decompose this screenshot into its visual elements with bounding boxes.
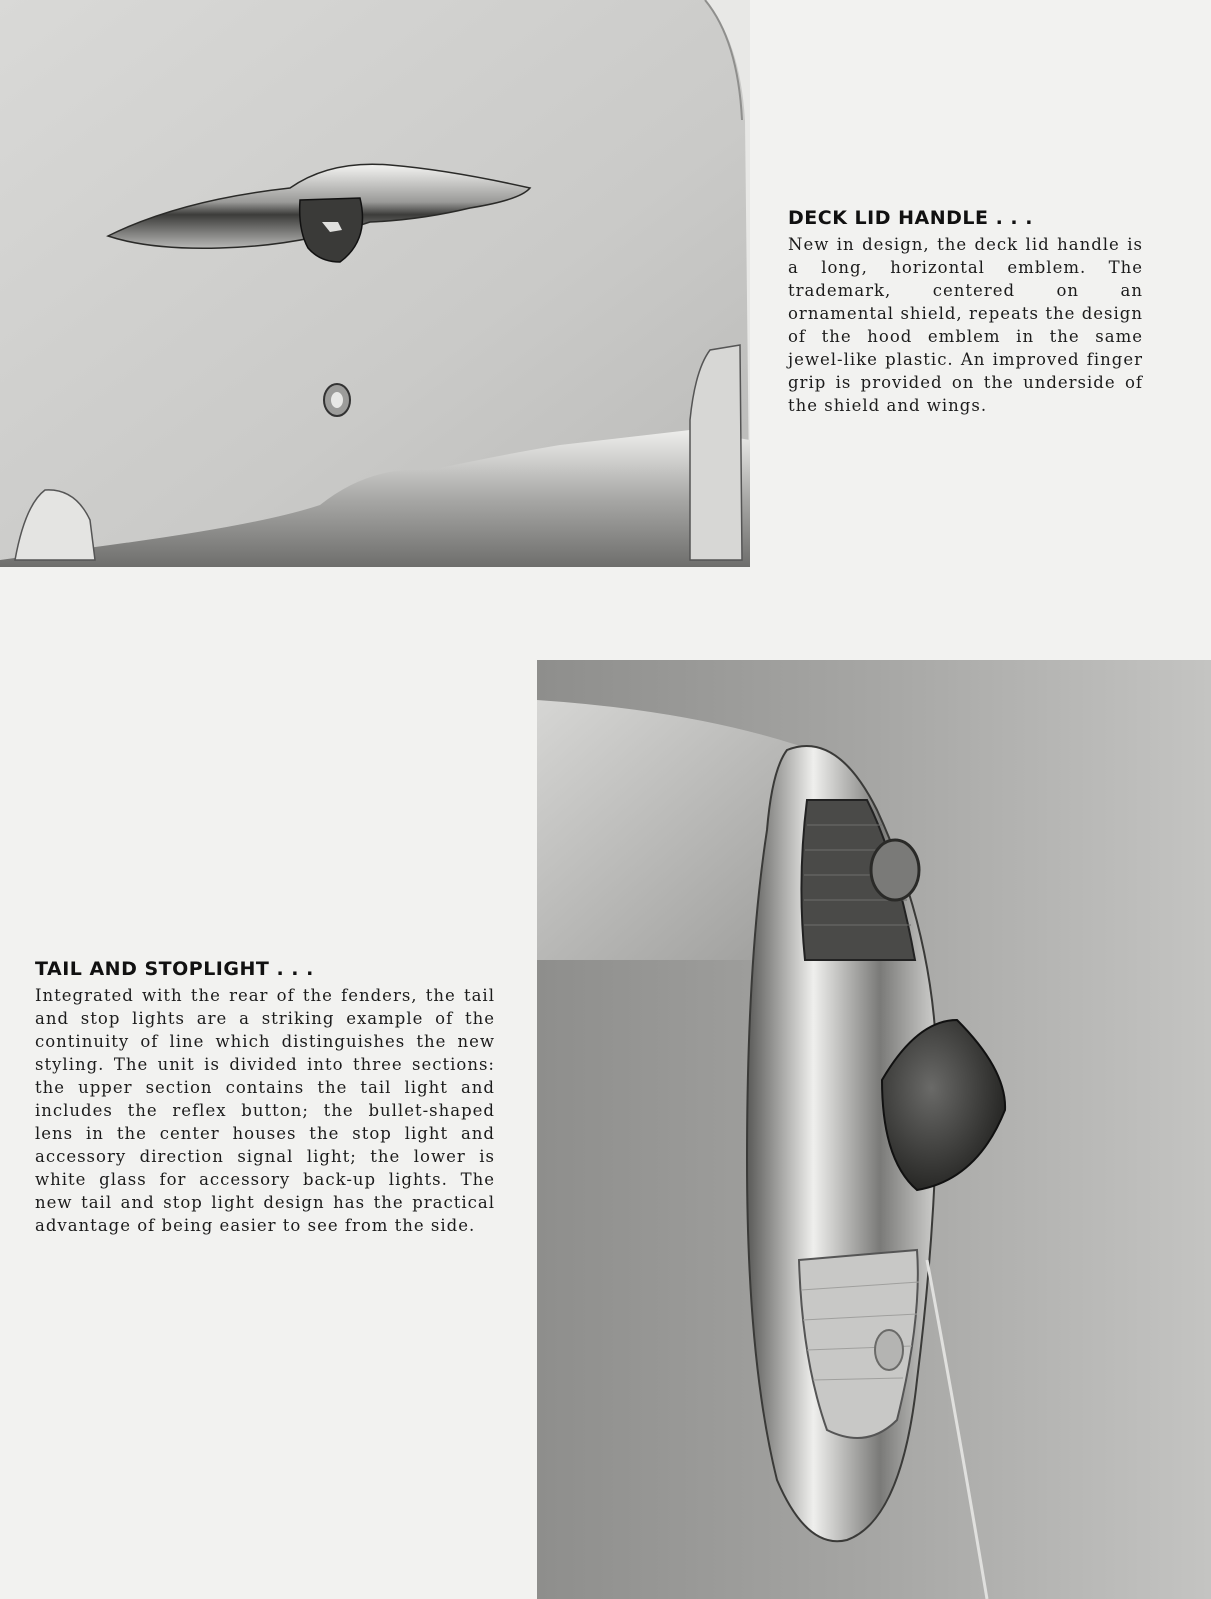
deck-lid-handle-photo: [0, 0, 750, 567]
deck-lid-handle-text: New in design, the deck lid handle is a long, horizontal emblem. The trademark, centered on an ornamental shield, repeats the design of the hood emblem in the same jewel-like plastic. An improved finger grip is provided on the underside of the shield and wings.: [788, 235, 1143, 415]
deck-lid-handle-caption: [788, 207, 1143, 417]
tail-stoplight-text: Integrated with the rear of the fenders, the tail and stop lights are a striking example of the continuity of line which distinguishes the new styling. The unit is divided into three sections: the upper section contains the tail light and includes the reflex button; the bullet-shaped lens in the center houses the stop light and accessory direction signal light; the lower is white glass for accessory back-up lights. The new tail and stop light design has the practical advantage of being easier to see from the side.: [35, 986, 495, 1235]
deck-lid-handle-heading: DECK LID HANDLE . . .: [788, 207, 1033, 229]
tail-stoplight-illustration: [537, 660, 1211, 1599]
tail-stoplight-photo: [537, 660, 1211, 1599]
tail-stoplight-heading: TAIL AND STOPLIGHT . . .: [35, 958, 314, 980]
tail-stoplight-caption: [35, 958, 495, 1237]
deck-lid-handle-illustration: [0, 0, 750, 567]
